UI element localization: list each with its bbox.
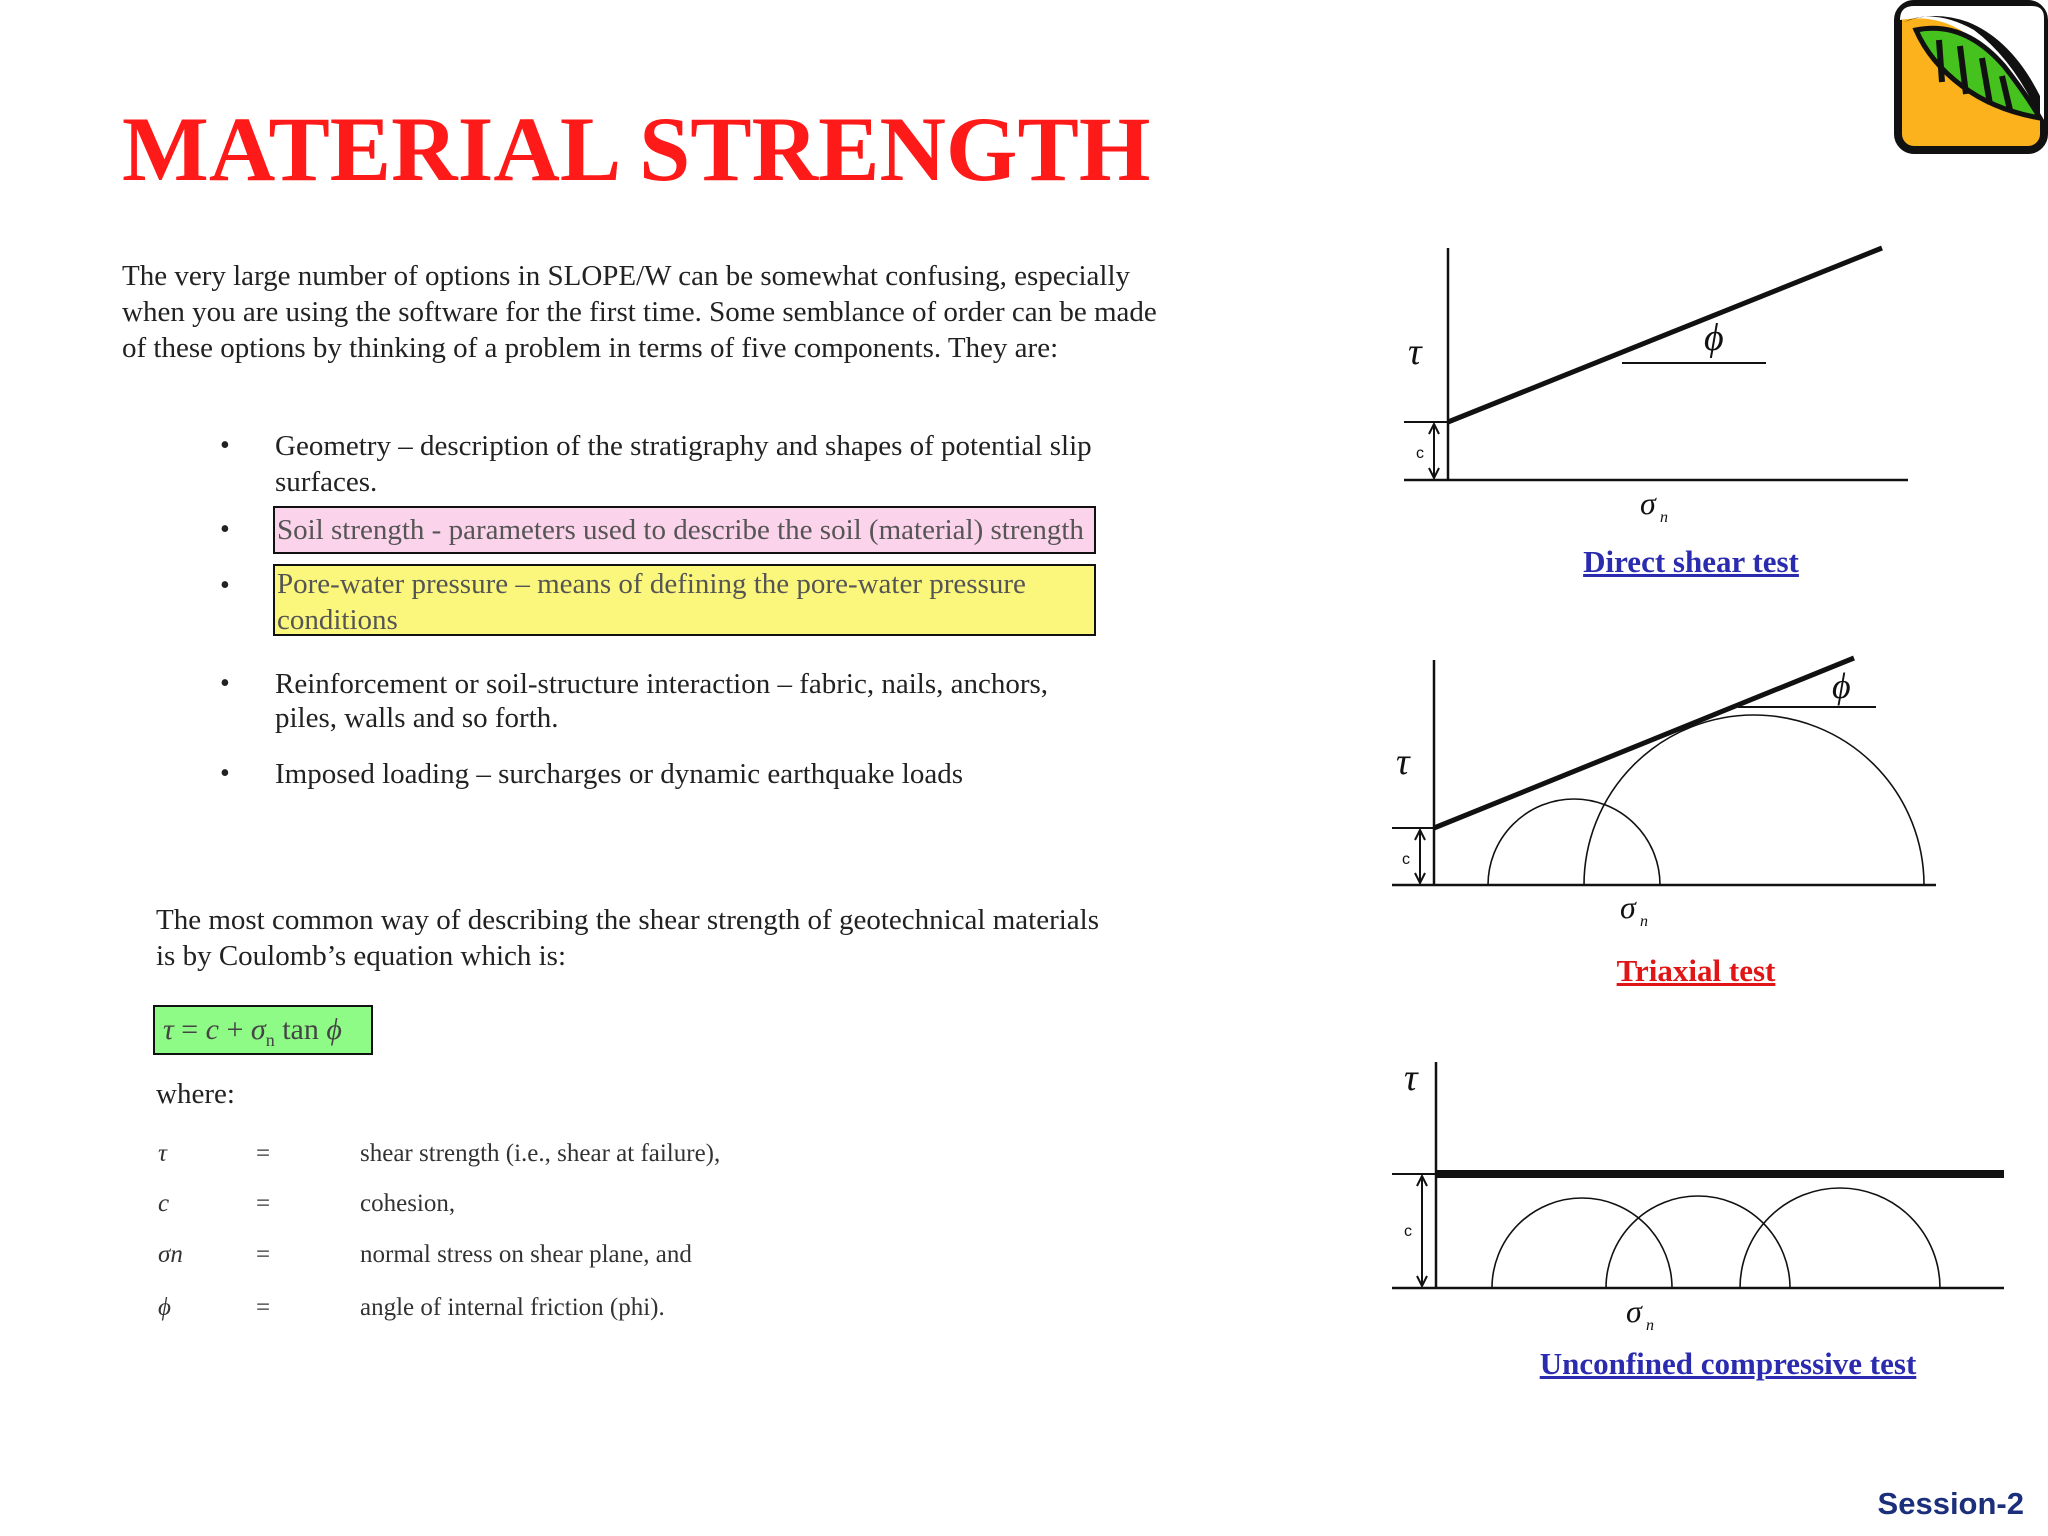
definition-equals: = [256,1140,271,1167]
bullet-text: Imposed loading – surcharges or dynamic earthquake loads [275,758,964,790]
cohesion-label: c [1416,445,1424,462]
definition-symbol: τ [158,1140,167,1167]
definition-meaning: cohesion, [360,1190,456,1217]
tau-label: τ [1404,1057,1418,1099]
equation-sub-n: n [265,1030,275,1050]
equation-plus: + [219,1013,251,1046]
bullet-dot: • [220,668,230,699]
sigma-label: σ [1640,485,1656,521]
equation-sigma: σ [250,1013,266,1046]
mohr-circle-2 [1606,1196,1790,1288]
failure-envelope [1434,658,1854,828]
coulomb-equation [153,1005,373,1055]
failure-envelope [1448,248,1882,422]
unconfined-diagram [1384,1050,2024,1340]
cohesion-label: c [1404,1223,1412,1240]
session-footer: Session-2 [1877,1486,2024,1521]
direct-shear-caption[interactable]: Direct shear test [1583,544,1799,579]
definition-symbol: c [158,1190,170,1217]
sigma-label: σ [1620,889,1636,925]
coulomb-intro [156,902,1196,974]
sigma-subscript: n [1660,509,1668,526]
definition-equals: = [256,1241,271,1268]
mohr-circle-1 [1492,1198,1672,1288]
bullet-dot: • [220,570,230,601]
bullet-text: Reinforcement or soil-structure interaction – fabric, nails, anchors, [275,668,1049,700]
slope-logo-icon [1894,0,2048,154]
definition-symbol: σn [158,1241,183,1268]
cohesion-label: c [1402,851,1410,868]
sigma-subscript: n [1640,913,1648,930]
bullet-text: conditions [277,604,398,636]
bullet-dot: • [220,514,230,545]
mohr-circle-large [1584,715,1924,885]
equation-tau: τ [163,1013,174,1046]
bullet-text: Pore-water pressure – means of defining the pore-water pressure [277,568,1026,600]
direct-shear-diagram [1396,236,1916,536]
phi-label: ϕ [1832,666,1851,706]
bullet-text: Geometry – description of the stratigraphy and shapes of potential slip [275,430,1092,462]
triaxial-caption[interactable]: Triaxial test [1616,953,1776,988]
unconfined-caption[interactable]: Unconfined compressive test [1539,1346,1917,1381]
sigma-label: σ [1626,1293,1642,1329]
sigma-subscript: n [1646,1317,1654,1334]
equation-c: c [205,1013,219,1046]
equation-phi: ϕ [326,1013,342,1046]
slide-title: MATERIAL STRENGTH [122,98,1151,200]
coulomb-intro-line: is by Coulomb’s equation which is: [156,940,567,972]
mohr-circle-3 [1740,1188,1940,1288]
definition-meaning: normal stress on shear plane, and [360,1241,692,1268]
equation-tan: tan [274,1013,327,1046]
equation-equals: = [173,1013,206,1046]
bullet-highlight-box [273,564,1096,636]
bullet-text: surfaces. [275,466,378,498]
tau-label: τ [1396,741,1410,783]
definition-equals: = [256,1190,271,1217]
definition-meaning: shear strength (i.e., shear at failure), [360,1140,721,1167]
tau-label: τ [1408,331,1422,373]
bullet-dot: • [220,430,230,461]
definition-meaning: angle of internal friction (phi). [360,1294,665,1321]
bullet-text: piles, walls and so forth. [275,702,559,734]
intro-paragraph: The very large number of options in SLOPE/W can be somewhat confusing, especially when you are using the software for the first time. Some semblance of order can be made of these options by thinking of a problem in terms of five components. They are: [122,260,1157,364]
triaxial-diagram [1384,650,1944,940]
mohr-circle-small [1488,799,1660,885]
phi-label: ϕ [1704,317,1724,359]
where-label: where: [156,1078,235,1110]
bullet-text-highlighted: Soil strength - parameters used to describe the soil (material) strength [273,506,1096,554]
definition-symbol: ϕ [158,1294,171,1321]
definition-equals: = [256,1294,271,1321]
bullet-dot: • [220,758,230,789]
coulomb-intro-line: The most common way of describing the shear strength of geotechnical materials [156,904,1100,936]
